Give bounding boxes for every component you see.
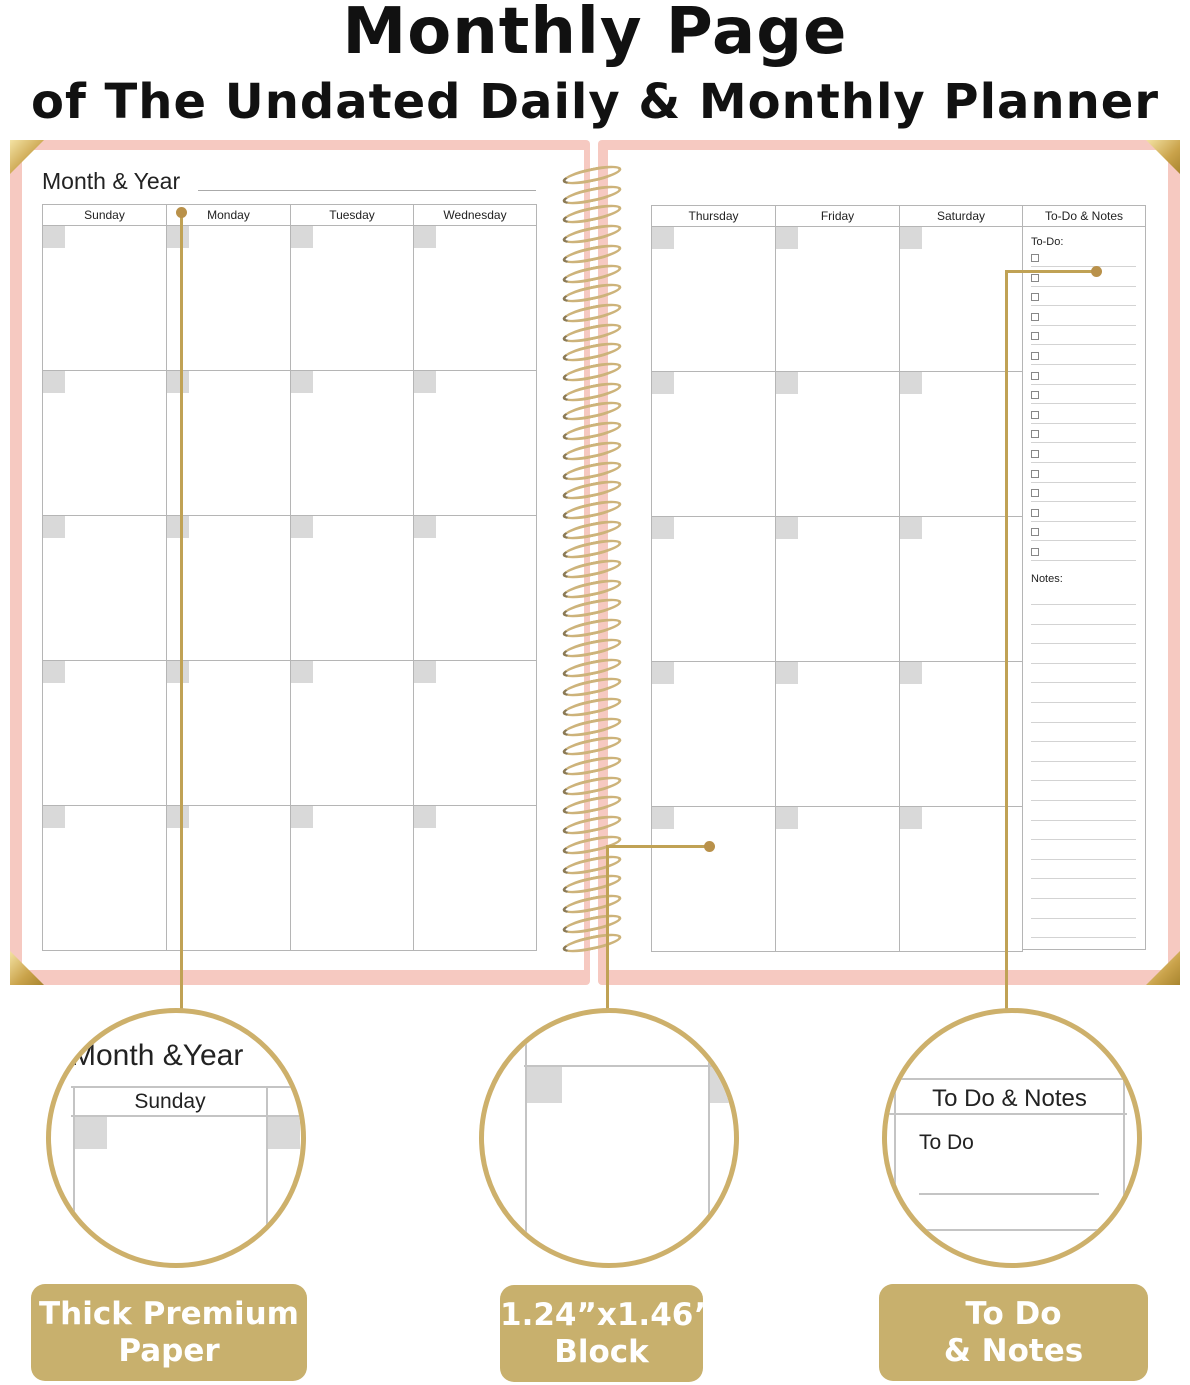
date-box: [652, 807, 674, 829]
date-box: [652, 372, 674, 394]
date-box: [291, 226, 313, 248]
day-cell[interactable]: [167, 806, 291, 951]
date-box: [652, 662, 674, 684]
day-header: Sunday: [43, 205, 167, 226]
date-box: [291, 806, 313, 828]
todo-line[interactable]: [1031, 325, 1136, 326]
zoom-line: [71, 1086, 306, 1088]
zoom-block: [479, 1008, 739, 1268]
note-line: [1031, 878, 1136, 879]
checkbox-icon[interactable]: [1031, 470, 1039, 478]
zoom-line: [919, 1193, 1099, 1195]
todo-label: To-Do:: [1031, 236, 1064, 248]
checkbox-icon[interactable]: [1031, 391, 1039, 399]
day-cell[interactable]: [167, 516, 291, 661]
date-box: [414, 661, 436, 683]
day-header: Saturday: [900, 206, 1023, 227]
day-header: Tuesday: [291, 205, 414, 226]
todo-line[interactable]: [1031, 442, 1136, 443]
callout-dot: [704, 841, 715, 852]
note-line: [1031, 820, 1136, 821]
todo-line[interactable]: [1031, 344, 1136, 345]
note-line: [1031, 937, 1136, 938]
day-cell[interactable]: [43, 806, 167, 951]
day-cell[interactable]: [776, 662, 900, 807]
day-cell[interactable]: [776, 372, 900, 517]
callout-dot: [176, 207, 187, 218]
zoom-notes-title: To Do & Notes: [932, 1085, 1087, 1112]
day-cell[interactable]: [652, 807, 776, 952]
badge-line: To Do: [965, 1295, 1062, 1332]
day-header: Monday: [167, 205, 291, 226]
day-cell[interactable]: [167, 371, 291, 516]
zoom-line: [887, 1229, 1127, 1231]
day-cell[interactable]: [414, 806, 537, 951]
todo-line[interactable]: [1031, 521, 1136, 522]
date-box: [900, 807, 922, 829]
calendar-grid-right: [651, 205, 1023, 952]
note-line: [1031, 918, 1136, 919]
day-header: Friday: [776, 206, 900, 227]
date-box: [776, 662, 798, 684]
checkbox-icon[interactable]: [1031, 352, 1039, 360]
todo-line[interactable]: [1031, 266, 1136, 267]
badge-line: 1.24”x1.46”: [500, 1296, 714, 1333]
zoom-line: [266, 1086, 268, 1268]
checkbox-icon[interactable]: [1031, 313, 1039, 321]
todo-notes-header: To-Do & Notes: [1023, 206, 1145, 227]
date-box: [291, 661, 313, 683]
todo-line[interactable]: [1031, 423, 1136, 424]
day-cell[interactable]: [652, 662, 776, 807]
day-cell[interactable]: [652, 517, 776, 662]
checkbox-icon[interactable]: [1031, 528, 1039, 536]
badge-line: Block: [554, 1333, 649, 1370]
month-year-line: [198, 190, 536, 191]
badge-line: Thick Premium: [39, 1295, 299, 1332]
date-box: [652, 227, 674, 249]
todo-line[interactable]: [1031, 560, 1136, 561]
note-line: [1031, 859, 1136, 860]
date-box: [652, 517, 674, 539]
checkbox-icon[interactable]: [1031, 430, 1039, 438]
zoom-line: [887, 1078, 1127, 1080]
callout-line: [606, 846, 609, 1009]
checkbox-icon[interactable]: [1031, 411, 1039, 419]
day-cell[interactable]: [414, 516, 537, 661]
date-box: [776, 227, 798, 249]
note-line: [1031, 800, 1136, 801]
date-box: [900, 517, 922, 539]
date-box: [900, 372, 922, 394]
day-cell[interactable]: [291, 806, 414, 951]
date-box: [43, 806, 65, 828]
day-cell[interactable]: [43, 661, 167, 806]
note-line: [1031, 898, 1136, 899]
callout-line: [180, 212, 183, 1009]
date-box: [710, 1067, 739, 1103]
date-box: [414, 226, 436, 248]
callout-dot: [1091, 266, 1102, 277]
day-cell[interactable]: [776, 517, 900, 662]
checkbox-icon[interactable]: [1031, 489, 1039, 497]
note-line: [1031, 780, 1136, 781]
day-cell[interactable]: [291, 661, 414, 806]
note-line: [1031, 604, 1136, 605]
zoom-todo-notes: [882, 1008, 1142, 1268]
note-line: [1031, 761, 1136, 762]
day-cell[interactable]: [167, 226, 291, 371]
date-box: [167, 661, 189, 683]
day-cell[interactable]: [167, 661, 291, 806]
main-title: Monthly Page: [342, 0, 848, 69]
date-box: [900, 662, 922, 684]
day-cell[interactable]: [776, 807, 900, 952]
day-cell[interactable]: [291, 226, 414, 371]
checkbox-icon[interactable]: [1031, 450, 1039, 458]
note-line: [1031, 722, 1136, 723]
checkbox-icon[interactable]: [1031, 548, 1039, 556]
day-cell[interactable]: [291, 516, 414, 661]
date-box: [776, 517, 798, 539]
todo-line[interactable]: [1031, 482, 1136, 483]
callout-line: [1005, 270, 1097, 273]
zoom-todo-label: To Do: [919, 1131, 974, 1154]
date-box: [414, 806, 436, 828]
todo-notes-column: [1022, 205, 1146, 950]
day-cell[interactable]: [43, 371, 167, 516]
checkbox-icon[interactable]: [1031, 274, 1039, 282]
zoom-day-label: Sunday: [134, 1090, 206, 1113]
todo-line[interactable]: [1031, 501, 1136, 502]
notes-label: Notes:: [1031, 573, 1063, 585]
date-box: [43, 516, 65, 538]
day-cell[interactable]: [776, 227, 900, 372]
todo-line[interactable]: [1031, 305, 1136, 306]
date-box: [414, 516, 436, 538]
day-cell[interactable]: [652, 372, 776, 517]
date-box: [43, 661, 65, 683]
badge-thick-paper: [31, 1284, 307, 1381]
date-box: [900, 227, 922, 249]
day-cell[interactable]: [414, 226, 537, 371]
day-header: Thursday: [652, 206, 776, 227]
badge-block-size: [500, 1285, 714, 1382]
date-box: [291, 371, 313, 393]
callout-line: [1005, 271, 1008, 1009]
checkbox-icon[interactable]: [1031, 254, 1039, 262]
day-cell[interactable]: [43, 516, 167, 661]
day-cell[interactable]: [43, 226, 167, 371]
todo-line[interactable]: [1031, 403, 1136, 404]
date-box: [527, 1067, 562, 1103]
note-line: [1031, 624, 1136, 625]
month-year-label: Month & Year: [42, 168, 181, 194]
checkbox-icon[interactable]: [1031, 332, 1039, 340]
todo-line[interactable]: [1031, 286, 1136, 287]
day-cell[interactable]: [291, 371, 414, 516]
date-box: [167, 371, 189, 393]
day-header: Wednesday: [414, 205, 537, 226]
calendar-grid-left: [42, 204, 537, 951]
date-box: [776, 372, 798, 394]
badge-line: & Notes: [943, 1332, 1084, 1369]
day-cell[interactable]: [414, 371, 537, 516]
date-box: [167, 516, 189, 538]
date-box: [43, 226, 65, 248]
badge-todo-notes: [879, 1284, 1148, 1381]
day-cell[interactable]: [414, 661, 537, 806]
checkbox-icon[interactable]: [1031, 509, 1039, 517]
todo-line[interactable]: [1031, 462, 1136, 463]
badge-line: Paper: [118, 1332, 220, 1369]
date-box: [43, 371, 65, 393]
todo-line[interactable]: [1031, 364, 1136, 365]
checkbox-icon[interactable]: [1031, 372, 1039, 380]
note-line: [1031, 839, 1136, 840]
date-box: [75, 1117, 107, 1149]
checkbox-icon[interactable]: [1031, 293, 1039, 301]
date-box: [291, 516, 313, 538]
note-line: [1031, 702, 1136, 703]
date-box: [268, 1117, 300, 1149]
date-box: [167, 226, 189, 248]
todo-line[interactable]: [1031, 540, 1136, 541]
date-box: [167, 806, 189, 828]
zoom-line: [887, 1113, 1127, 1115]
date-box: [414, 371, 436, 393]
note-line: [1031, 741, 1136, 742]
note-line: [1031, 682, 1136, 683]
todo-line[interactable]: [1031, 384, 1136, 385]
date-box: [776, 807, 798, 829]
day-cell[interactable]: [652, 227, 776, 372]
zoom-month-title: Month &Year: [71, 1039, 244, 1072]
note-line: [1031, 663, 1136, 664]
zoom-month-year: [46, 1008, 306, 1268]
note-line: [1031, 643, 1136, 644]
subtitle: of The Undated Daily & Monthly Planner: [30, 74, 1159, 130]
callout-line: [606, 845, 710, 848]
